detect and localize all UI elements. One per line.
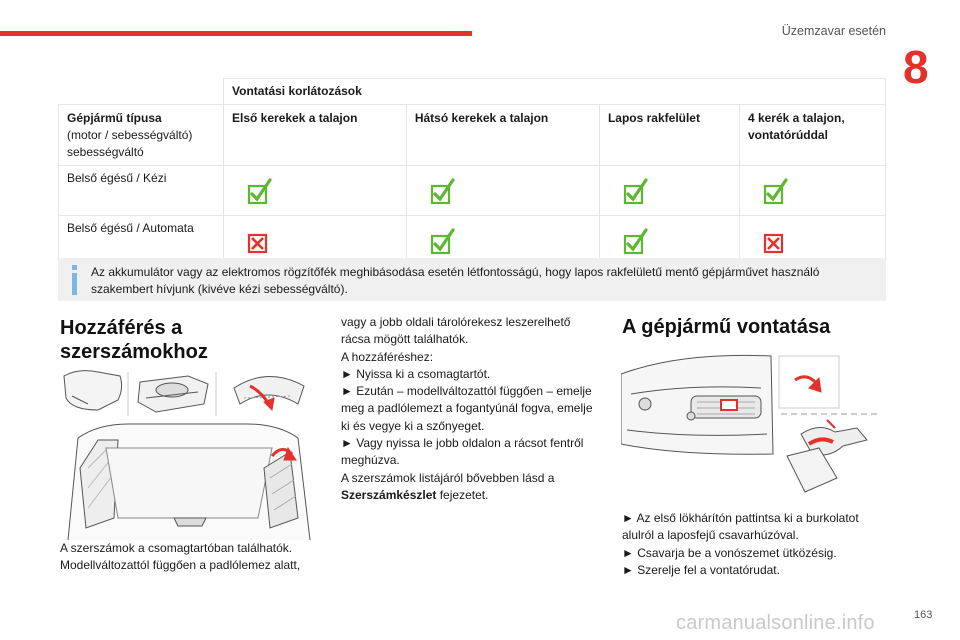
info-note: Az akkumulátor vagy az elektromos rögzítőfék meghibásodása esetén létfontosságú, hogy lapos rakfelületű mentő gépjárművet használó szakembert hívjunk (kivéve kézi sebességváltó). [58, 258, 886, 301]
check-icon [430, 180, 452, 202]
header-accent-bar [0, 31, 472, 36]
section-title: Üzemzavar esetén [781, 24, 886, 38]
trunk-tools-illustration [58, 368, 320, 540]
check-icon [430, 230, 452, 252]
info-icon [71, 265, 78, 295]
heading-towing: A gépjármű vontatása [622, 316, 831, 338]
header-vehicle-type: Gépjármű típusa (motor / sebességváltó) sebességváltó [59, 105, 224, 166]
tools-chapter-link: Szerszámkészlet [341, 487, 437, 502]
page-number: 163 [914, 609, 933, 621]
table-title-row [59, 79, 886, 105]
heading-tools-access: Hozzáférés a szerszámokhoz [60, 317, 208, 363]
left-text: A szerszámok a csomagtartóban találhatók. Modellváltozattól függően a padlólemez alatt, [60, 541, 301, 573]
table-header-row [59, 105, 886, 166]
header-front-wheels: Első kerekek a talajon [224, 105, 407, 166]
towing-eye-illustration [621, 344, 883, 500]
table-title: Vontatási korlátozások [224, 79, 886, 105]
check-icon [623, 230, 645, 252]
table-row [59, 166, 886, 216]
cross-icon [247, 230, 269, 252]
watermark: carmanualsonline.info [676, 612, 875, 634]
header-rear-wheels: Hátsó kerekek a talajon [406, 105, 599, 166]
header-flatbed: Lapos rakfelület [599, 105, 739, 166]
towing-restrictions-table [58, 78, 886, 266]
check-icon [763, 180, 785, 202]
check-icon [623, 180, 645, 202]
middle-text: vagy a jobb oldali tárolórekesz leszerelhető rácsa mögött találhatók. A hozzáféréshez: ► Nyissa ki a csomagtartót. ► Ezután – modellváltozattól függően – emelje meg a padlólemezt a fogantyúnál fogva, emelje ki és vegye ki a szőnyeget. ► Vagy nyissa le jobb oldalon a rácsot fentről meghúzva. A szerszámok listájáról bővebben lásd a Szerszámkészlet fejezetet. [341, 315, 593, 502]
chapter-number: 8 [903, 41, 929, 93]
row-label: Belső égésű / Automata [59, 216, 224, 266]
header-four-wheels: 4 kerék a talajon, vontatórúddal [739, 105, 885, 166]
cross-icon [763, 230, 785, 252]
right-text: ► Az első lökhárítón pattintsa ki a burkolatot alulról a laposfejű csavarhúzóval. ► Csavarja be a vonószemet ütközésig. ► Szerelje fel a vontatórudat. [622, 511, 859, 577]
row-label: Belső égésű / Kézi [59, 166, 224, 216]
check-icon [247, 180, 269, 202]
